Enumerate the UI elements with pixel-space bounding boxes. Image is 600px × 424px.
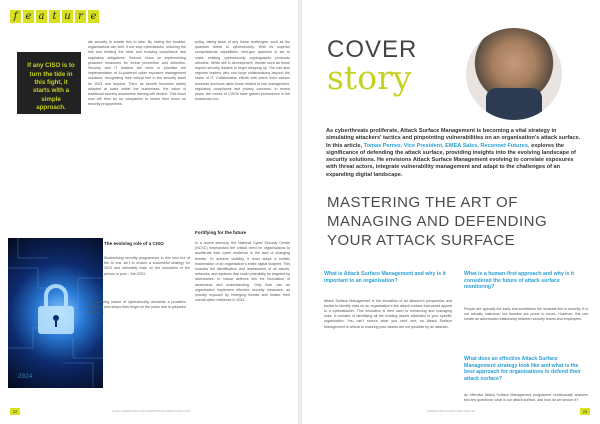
page-gutter bbox=[298, 0, 302, 424]
question-1-heading: What is Attack Surface Management and why is it important to an organisation? bbox=[324, 271, 446, 284]
left-column-1c-text: The evolving nature of cybersecurity demands a proactive individual who keeps their finger on the pulse and is prepared to guide ... bbox=[88, 300, 186, 315]
page-number-left: 22 bbox=[10, 408, 20, 415]
left-column-1b-text: Modernising security programmes in this new era of the AI era, isn't to ensure a successful strategy for 2024 and ultimately rests on the shoulders of the person in post – the CISO. bbox=[104, 256, 190, 276]
feature-letter: a bbox=[36, 10, 47, 23]
feature-letter: e bbox=[88, 10, 99, 23]
pull-quote: If any CISO is to turn the tide in this fight, it starts with a simple approach. bbox=[27, 62, 75, 112]
question-3-heading: What does an effective Attack Surface Management strategy look like and what is the best approach for organisations to defend their attack surface? bbox=[464, 356, 581, 383]
sub-heading: The evolving role of a CISO bbox=[104, 241, 164, 246]
question-2-body: People are typically the early and sometimes the weakest link in security. It is not actually malicious, but humans are prone to errors. However, this can create an adversarial relationship between security teams and employees. bbox=[464, 306, 588, 321]
feature-letter: f bbox=[10, 10, 21, 23]
story-word: story bbox=[327, 58, 412, 97]
feature-letter: r bbox=[75, 10, 86, 23]
question-3-body: An effective Attack Surface Management programme continuously answers two key questions; what is our attack surface, and how do we secure it? bbox=[464, 392, 588, 402]
feature-letter: t bbox=[49, 10, 60, 23]
question-2-heading: What is a human-first approach and why is it considered the future of attack surface monitoring? bbox=[464, 271, 575, 291]
left-column-2-text: policy, taking stock of any future challenges, such as the quantum threat to cybersecurity. With its superior computational capabilities, next-gen quantum is set to make existing cybersecurity cryptographic protocols obsolete. While still in development, threats such as these require security leaders to begin stepping up. The role also requires leaders who can forge collaborations beyond the realm of IT. Collaborative efforts with peers from various business functions allow those related to risk management, regulatory compliance and privacy concerns. In recent years, the voices of CISOs have gained prominence in the boardroom too. bbox=[195, 40, 290, 102]
question-1-body: Attack Surface Management is the emulation of an attacker's perspective and tactics to identify risks on an organisation's live attack surface that would appeal to a cyberattacker. This emulation is then used to enhancing and managing risks. It consists of identifying all the existing assets attributed to your specific organisation. You can't secure what you can't see, so Attack Surface Management is critical to ensuring your assets are not possible by an attacker. bbox=[324, 298, 452, 329]
footer-left: 22 ELLASERVICES.COM WWW.INTELLIGENTCISO.COM bbox=[111, 409, 191, 413]
fortify-heading: Fortifying for the future bbox=[195, 230, 247, 235]
feature-section-tag bbox=[10, 10, 99, 23]
left-column-1-text: ate security to enable this to take. By having the broader, organisations can limit, if not stop cyberattacks, reducing the risk and treating the strict and evolving compliance and regulatory obligations. Second, focus on implementing proactive measures for threat prevention and detection. Security and IT leaders will need to prioritise the implementation of AI-powered cyber exposure management solutions, recognising their critical role in the security stack for 2024 and beyond. Third, as benefit becomes widely adopted at scale within the businesses, the value of traditional security awareness training will decline. This focus now will then be for companies to renew their focus on security programmes. bbox=[88, 40, 186, 107]
intro-highlight: Tomas Perreo, Vice President, EMEA Sales, Reconnet Futures, bbox=[363, 142, 530, 149]
author-photo bbox=[466, 28, 562, 120]
cover-word: COVER bbox=[327, 36, 418, 63]
intro-tail: explores the significance of defending the attack surface, providing insights into the evolving landscape of security solutions. He envisions Attack Surface Management evolving to correlate exposures with threat actors, integrate vulnerability management and adapt to the challenges of an expanding digital landscape. bbox=[326, 142, 576, 178]
feature-letter: u bbox=[62, 10, 73, 23]
left-column-2b-text: In a recent advisory, the National Cyber Security Centre (NCSC) emphasised the critical need for organisations to accelerate their cyber resilience in the face of changing threats. To achieve visibility, it must adopt a holistic examination of an organisation's entire digital footprint. This includes the identification and assessment of all assets, networks, and systems that could potentially be targeted by adversaries. In robust defence lies the foundation of awareness and understanding. Only then can an organisation implement effective security measures, as proudly exposed by emerging threats and bolster their overall cyber resilience in 2024. bbox=[195, 241, 290, 303]
article-headline: MASTERING THE ART OF MANAGING AND DEFENDING YOUR ATTACK SURFACE bbox=[327, 194, 548, 249]
footer-right: WWW.INTELLIGENTCISO.COM 23 bbox=[427, 409, 475, 413]
intro-paragraph bbox=[326, 128, 584, 186]
page-number-right: 23 bbox=[580, 408, 590, 415]
author-shirt bbox=[486, 88, 542, 120]
intro-lead: As cyberthreats proliferate, Attack Surface Management is becoming a vital strategy in simulating attackers' tactics and pinpointing vulnerabilities on an organisation's attack surface. In this article, bbox=[326, 128, 581, 149]
feature-letter: e bbox=[23, 10, 34, 23]
cover-story-label bbox=[327, 36, 417, 97]
svg-text:2024: 2024 bbox=[18, 373, 33, 380]
